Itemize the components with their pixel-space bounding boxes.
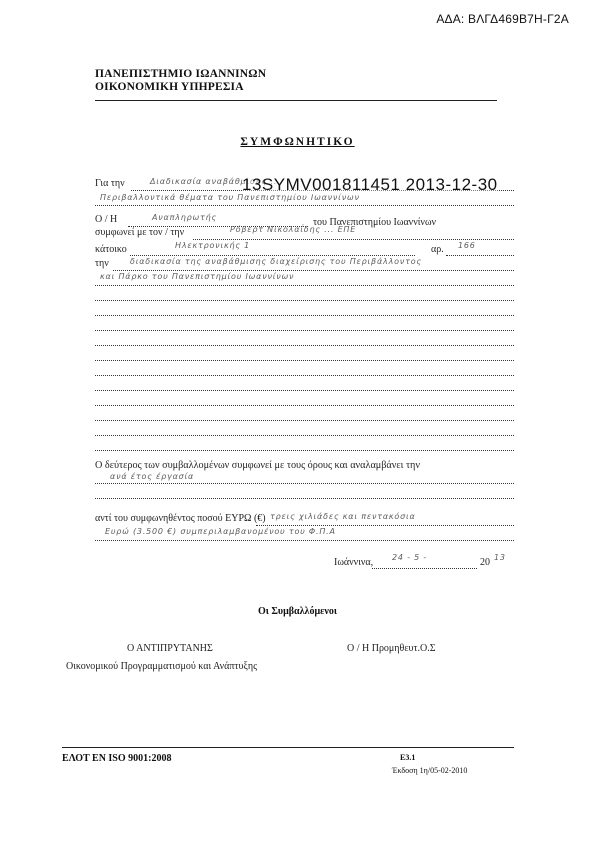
header-rule: [95, 100, 497, 101]
handwritten-the: διαδικασία της αναβάθμισης διαχείρισης του Περιβάλλοντος: [130, 257, 422, 266]
the-label: την: [95, 258, 109, 269]
document-title: ΣΥΜΦΩΝΗΤΙΚΟ: [240, 136, 355, 148]
dotted-line: [113, 270, 514, 271]
supplier-title: Ο / Η Προμηθευτ.Ο.Σ: [347, 643, 436, 654]
o-i-label: Ο / Η: [95, 214, 118, 225]
ada-code: ΑΔΑ: ΒΛΓΔ469Β7Η-Γ2Α: [436, 12, 569, 26]
service-name: ΟΙΚΟΝΟΜΙΚΗ ΥΠΗΡΕΣΙΑ: [95, 81, 244, 93]
vice-rector-title: Ο ΑΝΤΙΠΡΥΤΑΝΗΣ: [127, 643, 213, 654]
dotted-line: [95, 540, 514, 541]
amount-label: αντί του συμφωνηθέντος ποσού ΕΥΡΩ (€): [95, 513, 266, 524]
handwritten-agrees: Ρόβερτ Νικολαΐδης ... ΕΠΕ: [230, 225, 357, 234]
footer-rule: [62, 747, 514, 748]
handwritten-paragraph: ανά έτος έργασία: [110, 472, 195, 481]
dotted-line: [95, 300, 514, 301]
university-name: ΠΑΝΕΠΙΣΤΗΜΙΟ ΙΩΑΝΝΙΝΩΝ: [95, 68, 267, 80]
dotted-line: [95, 405, 514, 406]
agrees-label: συμφωνεί με τον / την: [95, 227, 185, 238]
dotted-line: [256, 525, 514, 526]
dotted-line: [372, 568, 477, 569]
dotted-line: [95, 390, 514, 391]
dotted-line: [95, 435, 514, 436]
dotted-line: [130, 255, 415, 256]
year-prefix: 20: [480, 557, 490, 568]
dotted-line: [95, 285, 514, 286]
terms-paragraph: Ο δεύτερος των συμβαλλομένων συμφωνεί με τους όρους και αναλαμβάνει την: [95, 460, 420, 471]
dotted-line: [95, 450, 514, 451]
iso-standard: ΕΛΟΤ ΕΝ ISO 9001:2008: [62, 753, 172, 764]
dotted-line: [95, 315, 514, 316]
dotted-line: [95, 375, 514, 376]
handwritten-amount: τρεις χιλιάδες και πεντακόσια: [270, 512, 416, 521]
handwritten-resident: Ηλεκτρονικής 1: [175, 241, 251, 250]
number-label: αρ.: [431, 244, 444, 255]
vice-rector-subtitle: Οικονομικού Προγραμματισμού και Ανάπτυξης: [66, 661, 258, 672]
registration-stamp: 13SYMV001811451 2013-12-30: [242, 175, 498, 194]
for-label: Για την: [95, 178, 125, 189]
dotted-line: [95, 330, 514, 331]
dotted-line: [95, 420, 514, 421]
dotted-line: [95, 498, 514, 499]
handwritten-o-i: Αναπληρωτής: [152, 213, 217, 222]
handwritten-amount-2: Ευρώ (3.500 €) συμπεριλαμβανομένου του Φ.Π.Α: [105, 527, 336, 536]
dotted-line: [95, 483, 514, 484]
handwritten-for: Διαδικασία αναβάθμισης ...: [150, 177, 281, 186]
dotted-line: [95, 360, 514, 361]
university-text: του Πανεπιστημίου Ιωαννίνων: [313, 217, 437, 228]
handwritten-number: 166: [458, 241, 476, 250]
dotted-line: [95, 345, 514, 346]
signatories-heading: Οι Συμβαλλόμενοι: [258, 606, 337, 617]
place-label: Ιωάννινα,: [334, 557, 374, 568]
handwritten-the-2: και Πάρκο του Πανεπιστημίου Ιωαννίνων: [100, 272, 295, 281]
dotted-line: [446, 255, 514, 256]
resident-label: κάτοικο: [95, 244, 127, 255]
dotted-line: [193, 239, 514, 240]
document-code: Ε3.1: [400, 753, 416, 762]
dotted-line: [95, 205, 514, 206]
handwritten-for-2: Περιβαλλοντικά θέματα του Πανεπιστημίου Ιωαννίνων: [100, 193, 360, 202]
edition: Έκδοση 1η/05-02-2010: [392, 766, 468, 775]
handwritten-year: 13: [494, 553, 506, 562]
handwritten-date: 24 - 5 -: [392, 553, 428, 562]
